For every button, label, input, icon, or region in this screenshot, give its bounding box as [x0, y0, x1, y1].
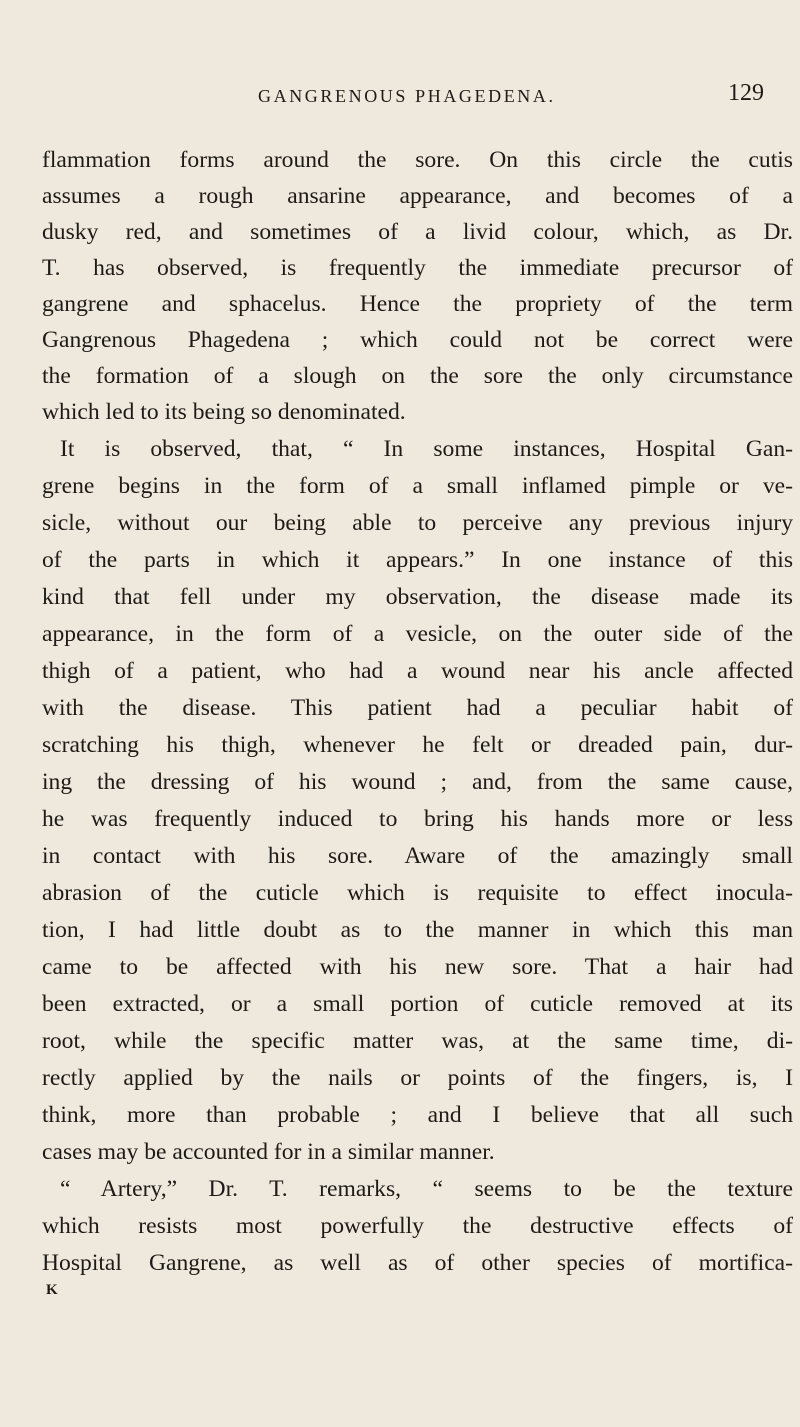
text-line: been extracted, or a small portion of cuticle removed at its — [42, 991, 793, 1017]
text-line: dusky red, and sometimes of a livid colour, which, as Dr. — [42, 219, 793, 245]
text-line: root, while the specific matter was, at the same time, di- — [42, 1028, 793, 1054]
text-line: gangrene and sphacelus. Hence the propriety of the term — [42, 291, 793, 317]
text-line: “ Artery,” Dr. T. remarks, “ seems to be the texture — [60, 1176, 793, 1202]
text-line: cases may be accounted for in a similar manner. — [42, 1139, 495, 1165]
text-line: think, more than probable ; and I believe that all such — [42, 1102, 793, 1128]
text-line: he was frequently induced to bring his hands more or less — [42, 806, 793, 832]
text-line: the formation of a slough on the sore the only circumstance — [42, 363, 793, 389]
text-line: in contact with his sore. Aware of the amazingly small — [42, 843, 793, 869]
text-line: ing the dressing of his wound ; and, from the same cause, — [42, 769, 793, 795]
text-line: T. has observed, is frequently the immediate precursor of — [42, 255, 793, 281]
text-line: with the disease. This patient had a peculiar habit of — [42, 695, 793, 721]
text-line: which resists most powerfully the destructive effects of — [42, 1213, 793, 1239]
text-line: abrasion of the cuticle which is requisite to effect inocula- — [42, 880, 793, 906]
text-line: Gangrenous Phagedena ; which could not be correct were — [42, 327, 793, 353]
text-line: flammation forms around the sore. On this circle the cutis — [42, 147, 793, 173]
text-line: rectly applied by the nails or points of the fingers, is, I — [42, 1065, 793, 1091]
text-line: scratching his thigh, whenever he felt or dreaded pain, dur- — [42, 732, 793, 758]
text-line: It is observed, that, “ In some instances, Hospital Gan- — [60, 436, 793, 462]
page-number: 129 — [728, 80, 764, 106]
text-line: sicle, without our being able to perceive any previous injury — [42, 510, 793, 536]
signature-mark: K — [46, 1282, 58, 1298]
text-line: appearance, in the form of a vesicle, on the outer side of the — [42, 621, 793, 647]
text-line: thigh of a patient, who had a wound near his ancle affected — [42, 658, 793, 684]
text-line: which led to its being so denominated. — [42, 399, 406, 425]
text-line: assumes a rough ansarine appearance, and becomes of a — [42, 183, 793, 209]
text-line: tion, I had little doubt as to the manner in which this man — [42, 917, 793, 943]
text-line: kind that fell under my observation, the disease made its — [42, 584, 793, 610]
text-line: Hospital Gangrene, as well as of other species of mortifica- — [42, 1250, 793, 1276]
running-head: GANGRENOUS PHAGEDENA. — [258, 86, 556, 106]
text-line: came to be affected with his new sore. That a hair had — [42, 954, 793, 980]
text-line: of the parts in which it appears.” In one instance of this — [42, 547, 793, 573]
text-line: grene begins in the form of a small inflamed pimple or ve- — [42, 473, 793, 499]
